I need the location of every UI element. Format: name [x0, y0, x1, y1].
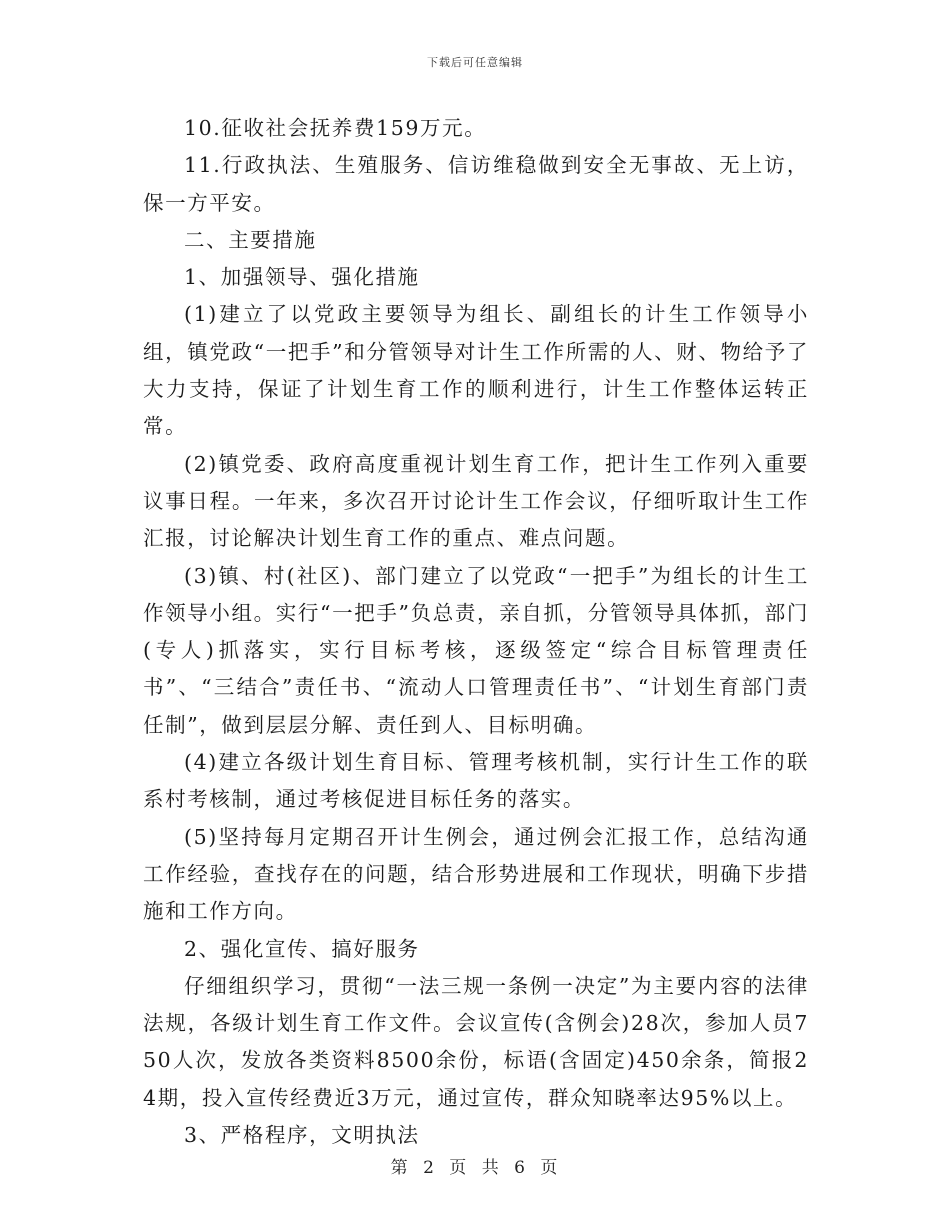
paragraph-item-11: 11.行政执法、生殖服务、信访维稳做到安全无事故、无上访，保一方平安。	[143, 153, 809, 215]
section-heading-main-measures: 二、主要措施	[184, 227, 317, 252]
subheading-enforcement: 3、严格程序，文明执法	[184, 1123, 420, 1148]
page-footer	[0, 1153, 950, 1178]
paragraph-item-10: 10.征收社会抚养费159万元。	[184, 116, 487, 140]
paragraph-measure-4: (4)建立各级计划生育目标、管理考核机制，实行计生工作的联系村考核制，通过考核促进目标任务的落实。	[143, 750, 809, 812]
paragraph-measure-1: (1)建立了以党政主要领导为组长、副组长的计生工作领导小组，镇党政“一把手”和分管领导对计生工作所需的人、财、物给予了大力支持，保证了计划生育工作的顺利进行，计生工作整体运转正常。	[143, 302, 809, 439]
document-body	[143, 110, 809, 1154]
header-note: 下载后可任意编辑	[427, 56, 523, 69]
page-unit: 页	[449, 1158, 469, 1178]
page-total: 6	[514, 1158, 527, 1178]
subheading-publicity: 2、强化宣传、搞好服务	[184, 936, 420, 961]
total-label: 共	[481, 1158, 501, 1178]
paragraph-measure-3: (3)镇、村(社区)、部门建立了以党政“一把手”为组长的计生工作领导小组。实行“一把手”负总责，亲自抓，分管领导具体抓，部门(专人)抓落实，实行目标考核，逐级签定“综合目标管理责任书”、“三结合”责任书、“流动人口管理责任书”、“计划生育部门责任制”，做到层层分解、责任到人、目标明确。	[143, 563, 809, 737]
subheading-leadership: 1、加强领导、强化措施	[184, 265, 420, 290]
page-label: 第	[390, 1158, 410, 1178]
paragraph-publicity: 仔细组织学习，贯彻“一法三规一条例一决定”为主要内容的法律法规，各级计划生育工作文件。会议宣传(含例会)28次，参加人员750人次，发放各类资料8500余份，标语(含固定)450余条，简报24期，投入宣传经费近3万元，通过宣传，群众知晓率达95%以上。	[143, 973, 809, 1110]
page-current: 2	[423, 1158, 436, 1178]
paragraph-measure-5: (5)坚持每月定期召开计生例会，通过例会汇报工作，总结沟通工作经验，查找存在的问题，结合形势进展和工作现状，明确下步措施和工作方向。	[143, 824, 809, 924]
paragraph-measure-2: (2)镇党委、政府高度重视计划生育工作，把计生工作列入重要议事日程。一年来，多次召开讨论计生工作会议，仔细听取计生工作汇报，讨论解决计划生育工作的重点、难点问题。	[143, 451, 809, 551]
total-unit: 页	[540, 1158, 560, 1178]
